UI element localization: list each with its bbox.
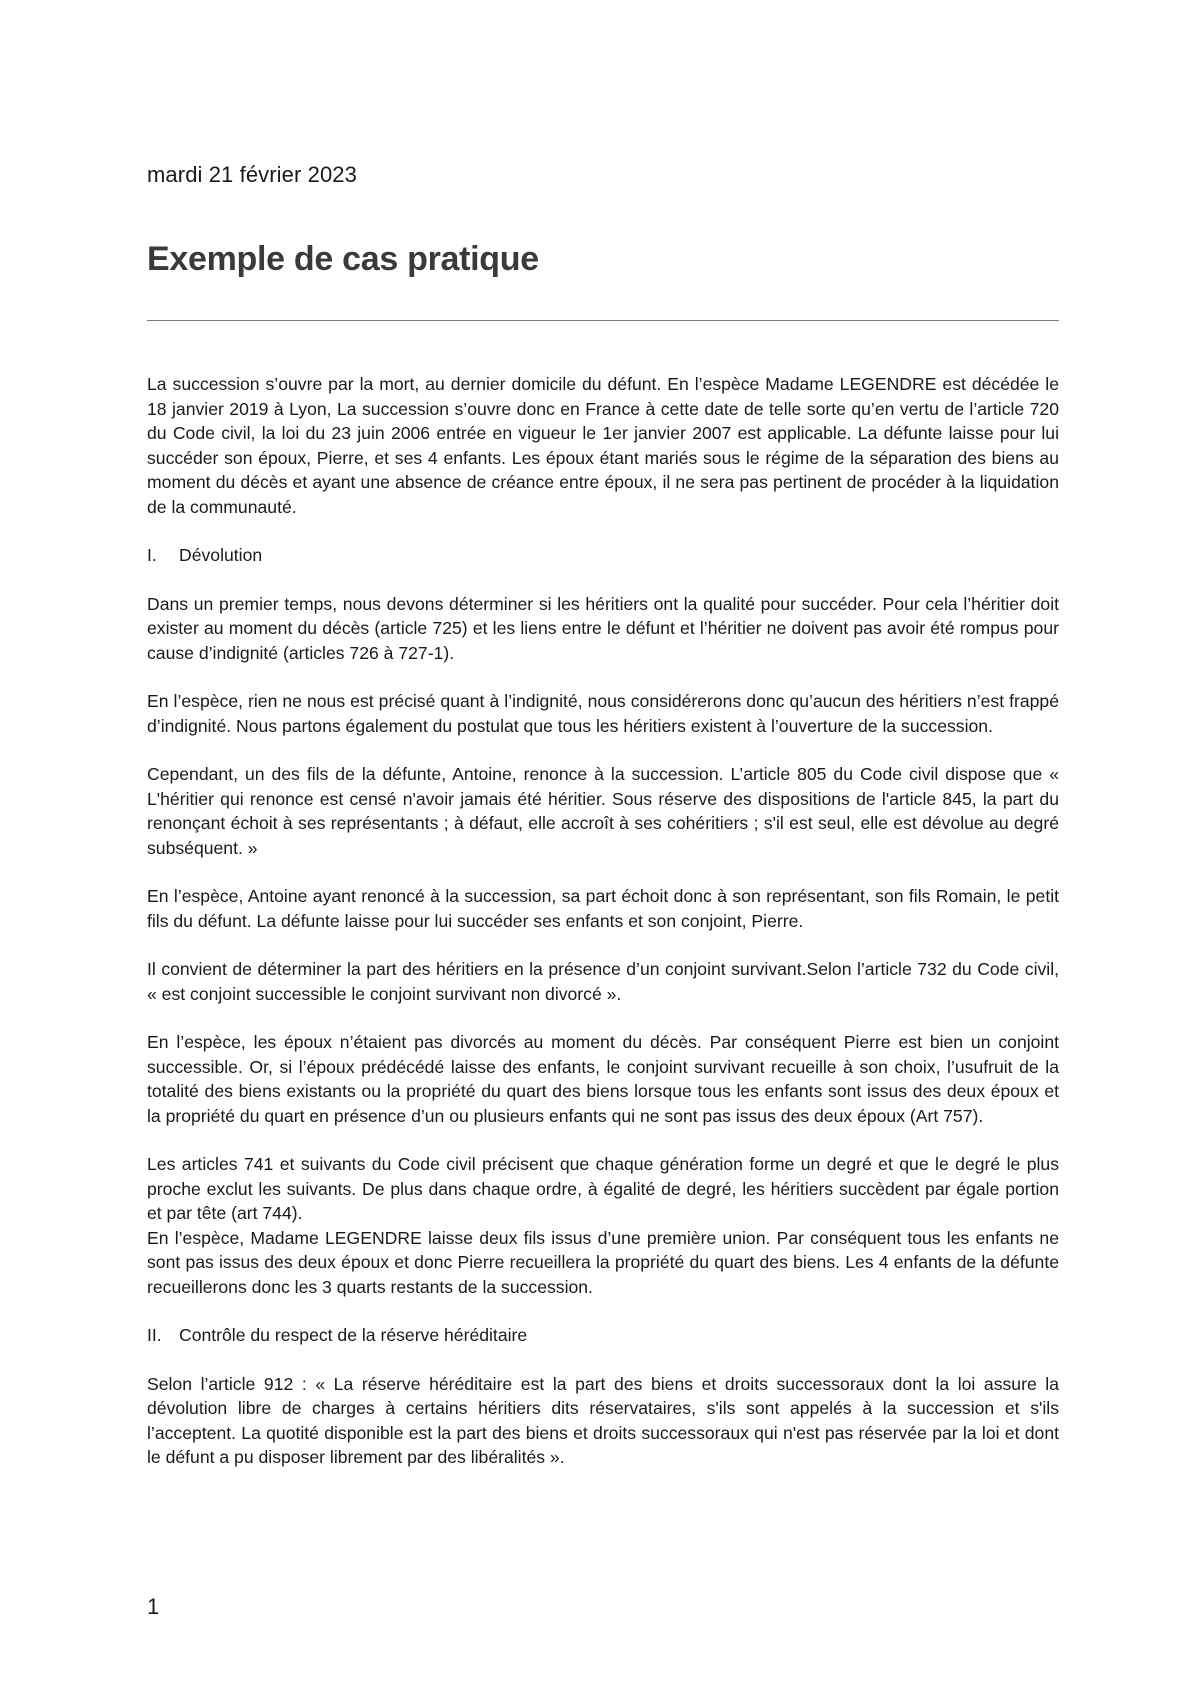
body-paragraph: En l’espèce, Madame LEGENDRE laisse deux fils issus d’une première union. Par conséquent tous les enfants ne sont pas issus des deux époux et donc Pierre recueillera la propriété du quart des biens. Les 4 enfants de la défunte recueillerons donc les 3 quarts restants de la succession. xyxy=(147,1227,1059,1297)
body-paragraph: Dans un premier temps, nous devons déterminer si les héritiers ont la qualité pour succéder. Pour cela l’héritier doit exister au moment du décès (article 725) et les liens entre le défunt et l’héritier ne doivent pas avoir été rompus pour cause d’indignité (articles 726 à 727-1). xyxy=(147,593,1059,663)
body-paragraph: Les articles 741 et suivants du Code civil précisent que chaque génération forme un degré et que le degré le plus proche exclut les suivants. De plus dans chaque ordre, à égalité de degré, les héritiers succèdent par égale portion et par tête (art 744). xyxy=(147,1154,1059,1223)
body-paragraph: Il convient de déterminer la part des héritiers en la présence d’un conjoint survivant.Selon l’article 732 du Code civil, « est conjoint successible le conjoint survivant non divorcé ». xyxy=(147,959,1059,1004)
section-heading-devolution xyxy=(147,543,1059,568)
section-number: II. xyxy=(147,1325,162,1345)
title-divider xyxy=(147,320,1059,321)
body-paragraph: En l’espèce, Antoine ayant renoncé à la succession, sa part échoit donc à son représentant, son fils Romain, le petit fils du défunt. La défunte laisse pour lui succéder ses enfants et son conjoint, Pierre. xyxy=(147,886,1059,931)
body-paragraph: Cependant, un des fils de la défunte, Antoine, renonce à la succession. L’article 805 du Code civil dispose que « L'héritier qui renonce est censé n'avoir jamais été héritier. Sous réserve des dispositions de l'article 845, la part du renonçant échoit à ses représentants ; à défaut, elle accroît à ses cohéritiers ; s'il est seul, elle est dévolue au degré subséquent. » xyxy=(147,764,1059,858)
section-heading-reserve xyxy=(147,1323,1059,1348)
document-date: mardi 21 février 2023 xyxy=(147,162,357,187)
body-paragraph: En l’espèce, rien ne nous est précisé quant à l’indignité, nous considérerons donc qu’aucun des héritiers n’est frappé d’indignité. Nous partons également du postulat que tous les héritiers existent à l’ouverture de la succession. xyxy=(147,691,1059,736)
page-number: 1 xyxy=(147,1594,160,1619)
section-title: Contrôle du respect de la réserve héréditaire xyxy=(179,1325,528,1345)
body-paragraph: En l’espèce, les époux n’étaient pas divorcés au moment du décès. Par conséquent Pierre est bien un conjoint successible. Or, si l’époux prédécédé laisse des enfants, le conjoint survivant recueille à son choix, l’usufruit de la totalité des biens existants ou la propriété du quart des biens lorsque tous les enfants sont issus des deux époux et la propriété du quart en présence d’un ou plusieurs enfants qui ne sont pas issus des deux époux (Art 757). xyxy=(147,1032,1059,1126)
section-number: I. xyxy=(147,545,157,565)
section-title: Dévolution xyxy=(179,545,263,565)
document-title: Exemple de cas pratique xyxy=(147,240,539,278)
body-paragraph: Selon l’article 912 : « La réserve héréditaire est la part des biens et droits successoraux dont la loi assure la dévolution libre de charges à certains héritiers dits réservataires, s'ils sont appelés à la succession et s'ils l’acceptent. La quotité disponible est la part des biens et droits successoraux qui n'est pas réservée par la loi et dont le défunt a pu disposer librement par des libéralités ». xyxy=(147,1373,1059,1467)
intro-paragraph: La succession s’ouvre par la mort, au dernier domicile du défunt. En l’espèce Madame LEGENDRE est décédée le 18 janvier 2019 à Lyon, La succession s’ouvre donc en France à cette date de telle sorte qu’en vertu de l’article 720 du Code civil, la loi du 23 juin 2006 entrée en vigueur le 1er janvier 2007 est applicable. La défunte laisse pour lui succéder son époux, Pierre, et ses 4 enfants. Les époux étant mariés sous le régime de la séparation des biens au moment du décès et ayant une absence de créance entre époux, il ne sera pas pertinent de procéder à la liquidation de la communauté. xyxy=(147,374,1059,517)
document-body xyxy=(147,372,1059,1494)
